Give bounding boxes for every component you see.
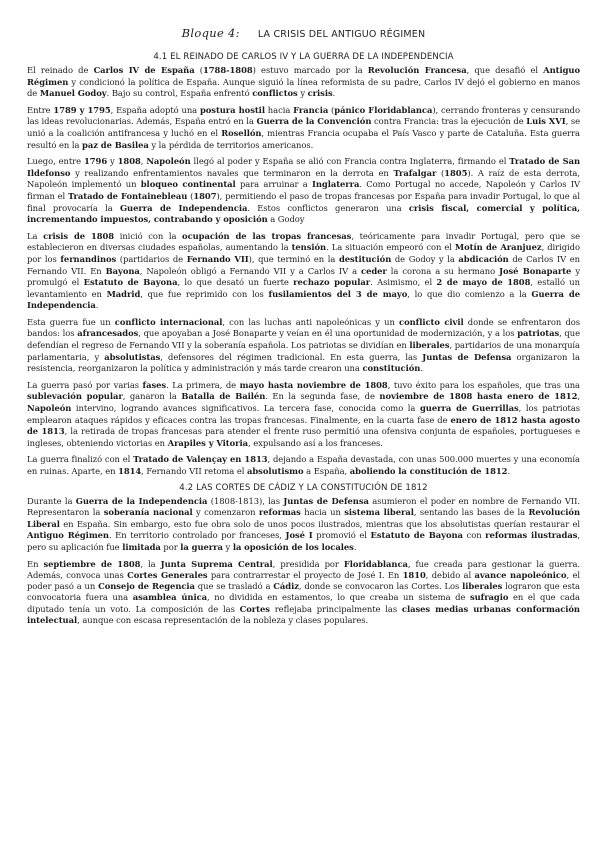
bold-run: tensión <box>291 242 327 253</box>
bold-run: Fernando VII <box>186 253 249 264</box>
paragraph <box>27 65 580 100</box>
bold-run: Trafalgar <box>393 167 437 178</box>
section-heading-4-2: 4.2 LAS CORTES DE CÁDIZ Y LA CONSTITUCIÓN DE 1812 <box>179 482 428 493</box>
text-run: . <box>353 541 357 552</box>
text-run: . <box>95 300 99 311</box>
bold-run: sublevación popular <box>27 391 123 402</box>
bold-run: constitución <box>362 363 421 374</box>
paragraph <box>27 454 580 477</box>
text-run: , mientras Francia ocupaba el País Vasco y parte de Cataluña. Esta guerra resultó en la <box>27 127 580 150</box>
bold-run: Rosellón <box>221 127 262 138</box>
bold-run: Luis XVI <box>526 116 566 127</box>
bold-run: Guerra de Independencia <box>27 288 580 311</box>
text-run: . Como Portugal no accede, Napoleón y Carlos IV firman el <box>27 179 580 201</box>
bold-run: Revolución Francesa <box>367 65 467 75</box>
text-run: (partidarios de <box>116 253 187 264</box>
text-run: (1808-1813), las <box>207 495 284 506</box>
bold-run: avance napoleónico <box>474 569 567 580</box>
paragraph <box>27 231 580 312</box>
bold-run: Motín de Aranjuez <box>454 242 542 253</box>
text-run: , expulsando así a los franceses. <box>248 437 383 448</box>
text-run: de Godoy y la <box>391 253 459 264</box>
text-run: El reinado de <box>27 65 94 75</box>
text-run: a España, <box>303 466 350 476</box>
bold-run: Manuel Godoy <box>39 88 107 99</box>
bold-run: crisis <box>307 88 333 99</box>
bold-run: absolutistas <box>104 351 161 362</box>
text-run: , estalló un levantamiento en <box>27 277 580 299</box>
text-run: , sentando las bases de la <box>413 507 529 518</box>
bold-run: 1789 y 1795 <box>53 104 111 115</box>
text-run: , Napoleón obligó a Fernando VII y a Carlos IV a <box>139 265 362 276</box>
text-run: , el poder pasó a un <box>27 569 581 592</box>
bold-run: 1796 <box>83 156 108 167</box>
paragraph <box>27 496 580 554</box>
text-run: para arruinar a <box>235 179 312 190</box>
text-run: . En la segunda fase, de <box>265 391 380 402</box>
bold-run: Antiguo Régimen <box>27 530 109 541</box>
bold-run: conflicto internacional <box>114 316 223 327</box>
bold-run: Guerra de la Convención <box>256 116 372 127</box>
bold-run: fusilamientos del 3 de mayo <box>268 288 408 299</box>
bold-run: Juntas de Defensa <box>422 351 512 362</box>
text-run: , se unió a la coalición antifrancesa y luchó en el <box>27 116 580 138</box>
bold-run: Napoleón <box>27 403 72 414</box>
bold-run: sufragio <box>469 592 509 603</box>
text-run: La <box>27 230 44 241</box>
bold-run: Guerra de la Independencia <box>75 495 208 506</box>
text-run: . La primera, de <box>166 379 240 390</box>
bold-run: Tratado de San Ildefonso <box>27 156 581 178</box>
bold-run: afrancesados <box>77 328 139 339</box>
paragraph <box>27 156 580 226</box>
bold-run: aboliendo la constitución de 1812 <box>349 466 508 476</box>
text-run: , la retirada de tropas francesas para atender el frente ruso permitió una ofensiva conjunta de españoles, portugueses e ingleses, obteniendo victorias en <box>27 426 580 448</box>
bold-run: conflictos <box>252 88 298 99</box>
section-heading-4-1: 4.1 EL REINADO DE CARLOS IV Y LA GUERRA DE LA INDEPENDENCIA <box>153 52 454 62</box>
text-run: Esta guerra fue un <box>27 316 115 327</box>
bold-run: Estatuto de Bayona <box>370 530 463 541</box>
text-run: y la pérdida de territorios americanos. <box>148 139 314 150</box>
text-run: , con las luchas anti napoleónicas y un <box>222 316 400 327</box>
bold-run: Guerra de Independencia <box>119 202 248 213</box>
text-run: reflejaba principalmente las <box>269 603 402 614</box>
paragraph <box>27 317 580 375</box>
text-run: asumieron el poder en nombre de Fernando VII. Representaron la <box>27 495 580 518</box>
bold-run: pánico Floridablanca <box>334 104 433 115</box>
bold-run: limitada <box>122 541 161 552</box>
bold-run: rechazo popular <box>293 277 371 288</box>
bold-run: José I <box>285 530 313 541</box>
bold-run: Napoleón <box>146 156 191 167</box>
bold-run: 1805 <box>444 167 468 178</box>
paragraph <box>27 105 580 151</box>
text-run: Durante la <box>27 495 76 506</box>
text-run: en España. Sin embargo, esto fue obra solo de unos pocos ilustrados, mientras que los absolutistas querían restaurar el <box>59 518 580 529</box>
text-run: , <box>577 391 580 402</box>
text-run: La guerra finalizó con el <box>27 454 134 465</box>
text-run: ). A raíz de esta derrota, Napoleón implementó un <box>27 167 580 190</box>
text-run: Entre <box>27 104 54 115</box>
bold-run: noviembre de 1808 hasta enero de 1812 <box>379 391 578 402</box>
text-run: . <box>420 363 423 374</box>
text-run: a Godoy <box>267 214 305 225</box>
text-run: ), que terminó en la <box>248 253 339 264</box>
bold-run: Cortes <box>239 603 270 614</box>
text-run: y <box>222 541 233 552</box>
text-run: , lo que dio comienzo a la <box>407 288 532 299</box>
bold-run: clases medias urbanas conformación intelectual <box>27 603 580 626</box>
bold-run: crisis fiscal, comercial y política, incrementando impuestos, contrabando y oposición <box>27 202 580 225</box>
text-run: y realizando enfrentamientos navales que terminaron en la derrota en <box>70 167 394 178</box>
text-run: , teóricamente para invadir Portugal, pero que se establecieron en diversas ciudades españolas, aumentando la <box>27 230 581 253</box>
text-run: , presidida por <box>272 558 344 569</box>
bold-run: Floridablanca <box>343 558 408 569</box>
bold-run: abdicación <box>458 253 509 264</box>
text-run: ( <box>328 104 335 115</box>
bold-run: septiembre de 1808 <box>43 558 141 569</box>
bold-run: absolutismo <box>247 466 304 476</box>
bold-run: Revolución Liberal <box>27 507 580 529</box>
text-run: ), cerrando fronteras y censurando las ideas revolucionarias. Además, España entró en la <box>27 104 580 127</box>
text-run: , defensores del régimen tradicional. En esta guerra, las <box>160 351 423 362</box>
text-run: . Estos conflictos generaron una <box>247 202 409 213</box>
text-run: , los patriotas emplearon ataques rápidos y eficaces contra las tropas francesas. Finalmente, en la cuarta fase de <box>27 403 581 425</box>
bold-run: Arapiles y Vitoria <box>167 437 249 448</box>
bold-run: Antiguo Régimen <box>27 65 580 87</box>
bold-run: 2 de mayo de 1808 <box>436 277 531 288</box>
bold-run: Tratado de Fontainebleau <box>67 190 188 201</box>
text-run: lograron que esta convocatoria fuera una <box>27 581 580 603</box>
text-run: ( <box>436 167 445 178</box>
bold-run: sistema liberal <box>344 507 414 518</box>
bold-run: Inglaterra <box>311 179 360 190</box>
bloque-label: Bloque 4: <box>181 26 240 40</box>
text-run: . <box>332 88 336 99</box>
text-run: por <box>160 541 181 552</box>
bold-run: Batalla de Bailén <box>181 391 266 402</box>
text-run: , pero su aplicación fue <box>27 530 580 552</box>
bold-run: ceder <box>361 265 387 276</box>
text-run: , no dividida en estamentos, lo que creaba un sistema de <box>207 592 470 603</box>
text-run: para contrarrestar el proyecto de José I. En <box>207 569 403 580</box>
bold-run: paz de Basilea <box>82 139 149 150</box>
text-run: , aunque con escasa representación de la nobleza y clases populares. <box>77 615 369 626</box>
bold-run: Cortes Generales <box>127 569 208 580</box>
bold-run: fases <box>142 379 167 390</box>
text-run: , tuvo éxito para los españoles, que tras una <box>387 379 581 390</box>
text-run: , donde se convocaron las Cortes. Los <box>298 581 463 592</box>
bold-run: 1788-1808 <box>202 65 253 75</box>
bold-run: la oposición de los locales <box>232 541 354 552</box>
text-run: . Asimismo, el <box>370 277 437 288</box>
bold-run: Junta Suprema Central <box>160 558 273 569</box>
bold-run: Carlos IV de España <box>93 65 195 75</box>
bold-run: enero de 1812 hasta agosto de 1813 <box>27 414 580 437</box>
bold-run: 1808 <box>117 156 141 167</box>
bold-run: postura hostil <box>199 104 265 115</box>
text-run: con <box>462 530 486 541</box>
bold-run: Tratado de Valençay en 1813 <box>133 454 268 465</box>
text-run: . En territorio controlado por franceses, <box>108 530 286 541</box>
text-run: . <box>507 466 511 476</box>
text-run: organizaron la resistencia, reorganizaron la política y administración y más tarde crearon una <box>27 351 580 374</box>
text-run: , lo que desató un fuerte <box>177 277 294 288</box>
bold-run: Juntas de Defensa <box>283 495 369 506</box>
text-run: ) estuvo marcado por la <box>252 65 368 75</box>
text-run: contra Francia: tras la ejecución de <box>371 116 527 127</box>
bold-run: Estatuto de Bayona <box>83 277 178 288</box>
bold-run: Francia <box>293 104 329 115</box>
text-run: ), permitiendo el paso de tropas francesas por España para invadir Portugal, lo que al final provocaría la <box>27 190 580 213</box>
text-run: en el que cada diputado tenía un voto. La composición de las <box>27 592 580 614</box>
text-run: que se trasladó a <box>194 581 274 592</box>
bold-run: José Bonaparte <box>499 265 572 276</box>
bold-run: Cádiz <box>273 581 299 592</box>
bold-run: destitución <box>338 253 392 264</box>
bold-run: mayo hasta noviembre de 1808 <box>239 379 388 390</box>
text-run: llegó al poder y España se alió con Francia contra Inglaterra, firmando el <box>190 156 510 167</box>
text-run: . La situación empeoró con el <box>326 242 455 253</box>
text-run: , que fue reprimido con los <box>140 288 269 299</box>
bold-run: ocupación de las tropas francesas <box>182 230 352 241</box>
text-run: , ganaron la <box>122 391 182 402</box>
text-run: . Bajo su control, España enfrentó <box>106 88 253 99</box>
bold-run: soberanía nacional <box>103 507 193 518</box>
bold-run: Madrid <box>106 288 141 299</box>
text-run: y <box>107 156 118 167</box>
bold-run: fernandinos <box>60 253 117 264</box>
text-run: , España adoptó una <box>110 104 200 115</box>
text-run: hacia un <box>300 507 345 518</box>
text-run: hacia <box>264 104 294 115</box>
text-run: , que defendían el regreso de Fernando VII y la soberanía española. Los patriotas se dividían en <box>27 328 580 351</box>
bold-run: 1814 <box>118 466 142 476</box>
text-run: donde se enfrentaron dos bandos: los <box>27 316 580 339</box>
paragraph <box>27 380 580 450</box>
text-run: , Fernando VII retoma el <box>141 466 247 476</box>
text-run: , que apoyaban a José Bonaparte y veían en él una oportunidad de modernización, y a los <box>138 328 518 339</box>
bold-run: asamblea única <box>132 592 208 603</box>
text-run: ( <box>187 190 194 201</box>
text-run: intervino, logrando avances significativos. La tercera fase, conocida como la <box>71 403 420 414</box>
document-title <box>27 26 580 40</box>
text-run: , partidarios de una monarquía parlamentaria, y <box>27 340 580 362</box>
text-run: , dirigido por los <box>27 242 580 264</box>
bold-run: bloqueo continental <box>140 179 236 190</box>
text-run: y comenzaron <box>192 507 259 518</box>
bold-run: reformas <box>258 507 301 518</box>
bold-run: Bayona <box>105 265 140 276</box>
text-run: La guerra pasó por varias <box>27 379 143 390</box>
bold-run: 1807 <box>193 190 217 201</box>
text-run: Luego, entre <box>27 156 84 167</box>
bold-run: patriotas <box>517 328 560 339</box>
bloque-title: LA CRISIS DEL ANTIGUO RÉGIMEN <box>257 29 426 40</box>
text-run: de Carlos IV en Fernando VII. En <box>27 253 581 276</box>
text-run: , la <box>140 558 161 569</box>
text-run: , <box>140 156 147 167</box>
text-run: , dejando a España devastada, con unas 500.000 muertes y una economía en ruinas. Aparte, en <box>27 454 580 476</box>
text-run: , que desafió el <box>466 65 544 75</box>
bold-run: guerra de Guerrillas <box>420 403 519 414</box>
bold-run: la guerra <box>180 541 223 552</box>
bold-run: 1810 <box>402 569 426 580</box>
text-run: , fue creada para gestionar la guerra. Además, convoca unas <box>27 558 580 580</box>
text-run: ( <box>194 65 203 75</box>
bold-run: crisis de 1808 <box>43 230 115 241</box>
bold-run: reformas ilustradas <box>485 530 578 541</box>
paragraph <box>27 559 580 627</box>
bold-run: liberales <box>462 581 503 592</box>
bold-run: liberales <box>409 340 450 351</box>
text-run: y promulgó el <box>27 265 580 288</box>
text-run: la corona a su hermano <box>386 265 500 276</box>
text-run: promovió el <box>312 530 371 541</box>
text-run: inició con la <box>114 230 183 241</box>
text-run: y condicionó la política de España. Aunque siguió la línea reformista de su padre, Carlos IV dejó el gobierno en manos de <box>27 76 580 99</box>
bold-run: Consejo de Regencia <box>98 581 195 592</box>
bold-run: conflicto civil <box>399 316 464 327</box>
text-run: En <box>27 558 44 569</box>
text-run: , debido al <box>425 569 475 580</box>
text-run: y <box>297 88 308 99</box>
